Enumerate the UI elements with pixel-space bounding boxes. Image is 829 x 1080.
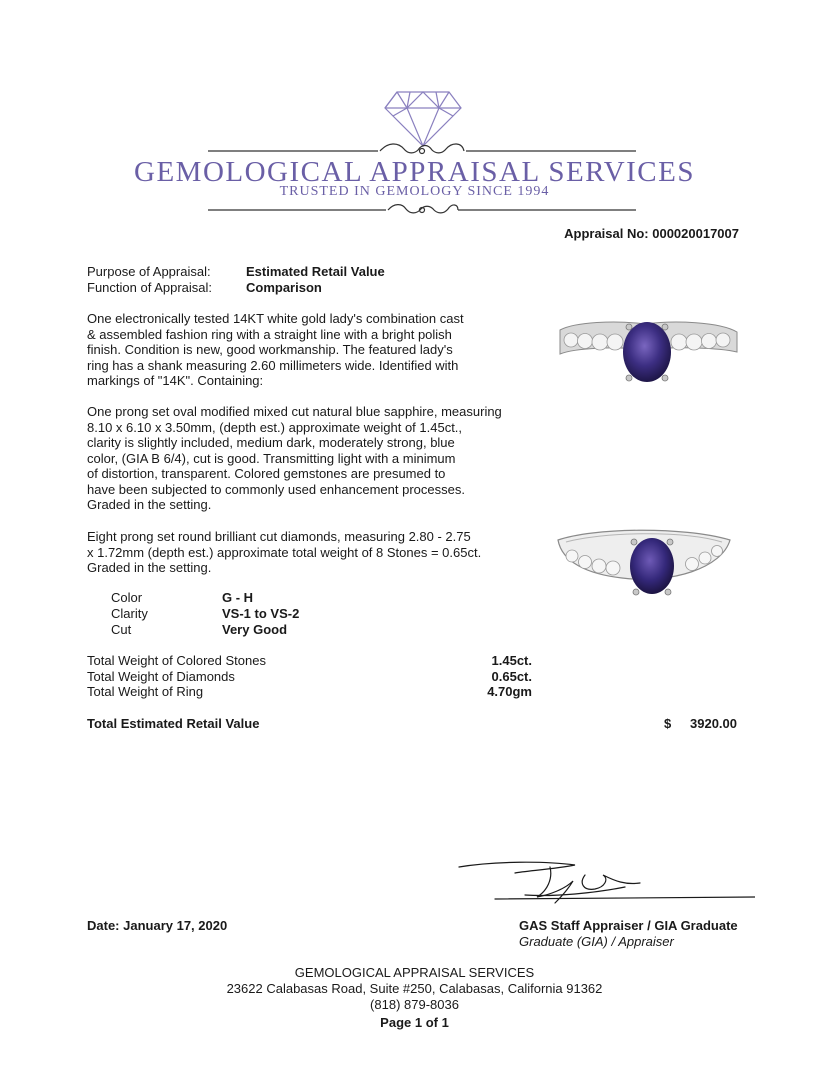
description-line: markings of "14K". Containing: [87, 373, 264, 388]
purpose-value: Estimated Retail Value [246, 264, 385, 279]
signer-subtitle: Graduate (GIA) / Appraiser [519, 934, 674, 949]
total-colored-value: 1.45ct. [491, 653, 532, 668]
diamond-line: Graded in the setting. [87, 560, 212, 575]
sapphire-line: color, (GIA B 6/4), cut is good. Transmitting light with a minimum [87, 450, 456, 466]
total-ring-label: Total Weight of Ring [87, 684, 204, 699]
signer-title: GAS Staff Appraiser / GIA Graduate [519, 918, 738, 933]
footer-address: 23622 Calabasas Road, Suite #250, Calabasas, California 91362 [226, 981, 603, 996]
grade-color-value: G - H [222, 590, 254, 605]
sapphire-line: Graded in the setting. [87, 497, 212, 512]
purpose-label: Purpose of Appraisal: [87, 264, 211, 279]
grade-cut-value: Very Good [222, 622, 288, 637]
grade-color-label: Color [111, 590, 143, 605]
retail-amount: 3920.00 [690, 716, 737, 731]
description-line: One electronically tested 14KT white gold lady's combination cast [87, 311, 464, 326]
total-diamonds-value: 0.65ct. [491, 669, 532, 684]
diamond-line: Eight prong set round brilliant cut diamonds, measuring 2.80 - 2.75 [87, 529, 471, 544]
description-line: ring has a shank measuring 2.60 millimeters wide. Identified with [87, 357, 459, 373]
footer-phone: (818) 879-8036 [370, 997, 459, 1012]
grade-cut-label: Cut [111, 622, 132, 637]
bottom-divider [208, 202, 636, 218]
sapphire-line: of distortion, transparent. Colored gemstones are presumed to [87, 466, 446, 481]
appraisal-number: Appraisal No: 000020017007 [564, 226, 739, 241]
appraiser-signature [455, 855, 755, 915]
diamond-line: x 1.72mm (depth est.) approximate total weight of 8 Stones = 0.65ct. [87, 544, 482, 560]
retail-value-label: Total Estimated Retail Value [87, 716, 260, 731]
retail-currency: $ [664, 716, 672, 731]
grade-clarity-value: VS-1 to VS-2 [222, 606, 300, 621]
ring-photo-top [555, 300, 740, 410]
function-value: Comparison [246, 280, 322, 295]
ring-description [87, 311, 527, 389]
footer-company: GEMOLOGICAL APPRAISAL SERVICES [294, 965, 535, 980]
total-diamonds-label: Total Weight of Diamonds [87, 669, 235, 684]
sapphire-line: clarity is slightly included, medium dark, moderately strong, blue [87, 435, 455, 450]
function-label: Function of Appraisal: [87, 280, 213, 295]
page-number: Page 1 of 1 [380, 1015, 449, 1030]
diamond-logo-icon [383, 88, 463, 148]
description-line: finish. Condition is new, good workmanship. The featured lady's [87, 342, 453, 357]
sapphire-line: 8.10 x 6.10 x 3.50mm, (depth est.) approximate weight of 1.45ct., [87, 419, 463, 435]
total-ring-value: 4.70gm [487, 684, 532, 699]
company-name: GEMOLOGICAL APPRAISAL SERVICES [134, 156, 695, 188]
ring-photo-angled [552, 520, 737, 605]
description-line: & assembled fashion ring with a straight line with a bright polish [87, 326, 452, 342]
company-tagline: TRUSTED IN GEMOLOGY SINCE 1994 [279, 184, 550, 199]
grade-clarity-label: Clarity [111, 606, 148, 621]
sapphire-line: have been subjected to commonly used enhancement processes. [87, 481, 465, 497]
appraisal-date: Date: January 17, 2020 [87, 918, 228, 933]
sapphire-description [87, 404, 527, 513]
total-colored-label: Total Weight of Colored Stones [87, 653, 266, 668]
sapphire-line: One prong set oval modified mixed cut natural blue sapphire, measuring [87, 404, 502, 419]
diamond-description [87, 529, 527, 576]
